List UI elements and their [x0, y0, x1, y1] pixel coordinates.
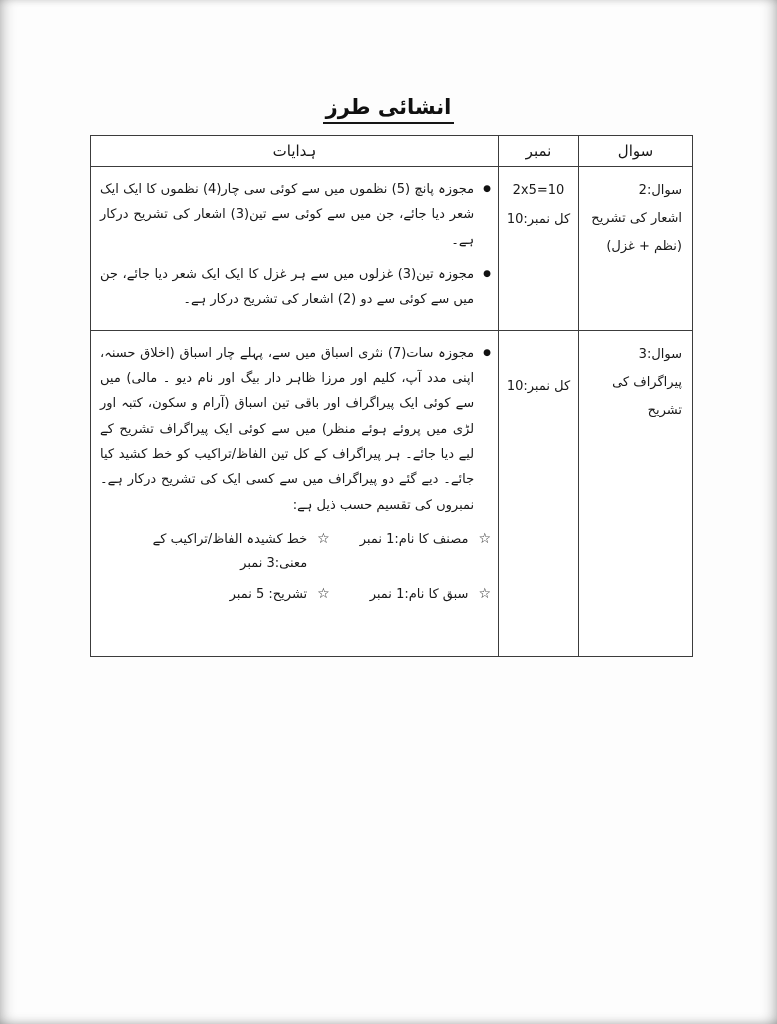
instructions-cell [91, 330, 499, 656]
star-icon: ☆ [317, 531, 330, 548]
star-icon: ☆ [478, 531, 491, 548]
table-header-row [91, 136, 693, 167]
star-icon: ☆ [317, 585, 330, 602]
marks-formula: 2x5=10 [512, 183, 565, 198]
marks-total: کل نمبر:10 [506, 211, 571, 227]
instruction-item [100, 262, 491, 313]
instruction-text: مجوزہ تین(3) غزلوں میں سے ہر غزل کا ایک ایک شعر دیا جائے، جن میں سے کوئی سے دو (2) اشعار کی تشریح درکار ہے۔ [100, 267, 475, 308]
marks-distribution-text: تشریح: 5 نمبر [229, 586, 308, 602]
instruction-item [100, 177, 491, 253]
page-title: انشائی طرز [323, 95, 455, 124]
marks-distribution-item [126, 527, 330, 575]
question-subtopic: (نظم + غزل) [606, 238, 682, 254]
question-number: سوال:2 [638, 183, 682, 198]
question-cell [579, 330, 693, 656]
title-area [0, 95, 777, 124]
marks-cell [499, 330, 579, 656]
instructions-cell [91, 167, 499, 331]
question-number: سوال:3 [638, 346, 682, 362]
question-topic: پیراگراف کی تشریح [612, 374, 682, 418]
marks-distribution-text: سبق کا نام:1 نمبر [369, 586, 469, 602]
instruction-item [100, 341, 491, 518]
question-cell [579, 167, 693, 331]
marks-distribution-text: مصنف کا نام:1 نمبر [359, 532, 469, 548]
marks-distribution-item [360, 527, 491, 575]
exam-instructions-table [90, 135, 693, 657]
header-question: سوال [579, 136, 693, 167]
question-topic: اشعار کی تشریح [591, 210, 682, 226]
star-icon: ☆ [478, 585, 491, 602]
instruction-text: مجوزہ سات(7) نثری اسباق میں سے، پہلے چار اسباق (اخلاق حسنہ، اپنی مدد آپ، کلیم اور مرزا ظاہر دار بیگ اور نام دیو ۔ مالی) میں سے کوئی ایک پیراگراف اور باقی تین اسباق (آرام و سکون، کتبہ اور لڑی میں پروئے ہوئے منظر) میں سے کوئی ایک پیراگراف تشریح کے لیے دیا جائے۔ ہر پیراگراف کے کل تین الفاظ/تراکیب کو خط کشید کیا جائے۔ دیے گئے دو پیراگراف میں سے کسی ایک کی تشریح درکار ہے۔ نمبروں کی تقسیم حسب ذیل ہے: [100, 345, 475, 513]
marks-total: کل نمبر:10 [506, 378, 571, 394]
marks-distribution-item [126, 582, 330, 607]
bullet-icon: ● [483, 347, 491, 358]
table-row-question-3 [91, 330, 693, 656]
marks-cell [499, 167, 579, 331]
table-row-question-2 [91, 167, 693, 331]
instruction-text: مجوزہ پانچ (5) نظموں میں سے کوئی سی چار(4) نظموں کا ایک ایک شعر دیا جائے، جن میں سے کوئی سے تین(3) اشعار کی تشریح درکار ہے۔ [100, 182, 475, 248]
bullet-icon: ● [483, 184, 491, 194]
marks-distribution-text: خط کشیدہ الفاظ/تراکیب کے معنی:3 نمبر [152, 532, 308, 571]
marks-distribution-item [360, 582, 491, 607]
bullet-icon: ● [483, 269, 491, 280]
header-marks: نمبر [499, 136, 579, 167]
header-instructions: ہدایات [91, 136, 499, 167]
marks-distribution-list [100, 527, 491, 607]
